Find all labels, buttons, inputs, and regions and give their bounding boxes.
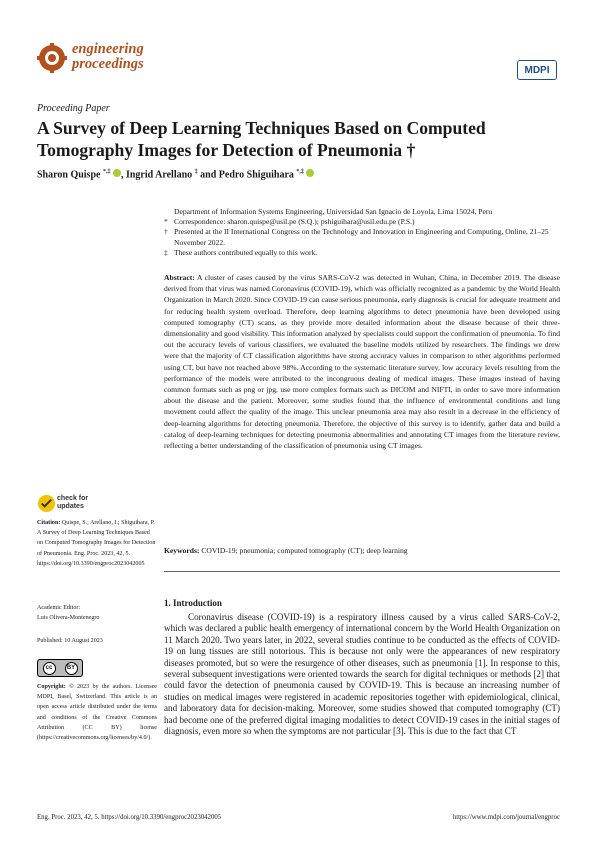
- intro-paragraph: Coronavirus disease (COVID-19) is a respiratory illness caused by a virus called SARS-CoV-2, which was declared a public health emergency of international concern by the World Health Organization on 11 March 2020. Two years later, in 2022, several studies continue to be conducted as the effects of COVID-19 on lung tissues are still notorious. This is because not only were the appearances of new respiratory diseases promoted, but so were the resurgence of other diseases, such as pneumonia [1]. In response to this, several subsequent investigations were oriented towards the search for digital techniques or methods [2] that could favor the detection of pneumonia caused by COVID-19. This is because an increasing number of studies on medical images were registered in academic repositories together with epidemiological, clinical, and laboratory data for decision-making. Moreover, some studies showed that computed tomography (CT) had become one of the preferred digital imaging modalities to detect COVID-19 cases in the initial stages of diagnosis, even more so when the symptoms are not particular [3]. This is due to the fact that CT: [164, 612, 560, 737]
- paper-title: A Survey of Deep Learning Techniques Based on Computed Tomography Images for Detection of Pneumonia †: [37, 118, 486, 160]
- editor-block: [37, 603, 157, 623]
- author-marks: ‡: [194, 169, 198, 175]
- affiliation-item: [164, 248, 564, 258]
- affiliation-text: Department of Information Systems Engineering, Universidad San Ignacio de Loyola, Lima 15024, Peru: [174, 207, 493, 216]
- citation-text: Quispe, S.; Arellano, I.; Shiguihara, P. A Survey of Deep Learning Techniques Based on Computed Tomography Images for Detection of Pneumonia. Eng. Proc. 2023, 42, 5. https://doi.org/10.3390/engproc2023042005: [37, 520, 156, 567]
- author-list: [37, 169, 314, 180]
- author-separator: ,: [120, 169, 124, 181]
- mdpi-logo: [517, 60, 557, 80]
- check-for-updates-button[interactable]: [57, 495, 88, 511]
- abstract-label: Abstract:: [164, 273, 195, 282]
- keywords-text: COVID-19; pneumonia; computed tomography (CT); deep learning: [201, 546, 408, 555]
- affiliation-mark: *: [164, 217, 168, 227]
- journal-name-line1: engineering: [72, 41, 144, 57]
- author-marks: *,‡: [296, 169, 304, 175]
- author-separator: and: [200, 169, 217, 181]
- editor-name: Luis Olivera-Montenegro: [37, 615, 100, 622]
- affiliation-item: [164, 217, 564, 227]
- check-updates-line1: check for: [57, 495, 89, 502]
- cc-icon: cc: [43, 662, 56, 675]
- affiliation-item: [164, 227, 564, 247]
- section-heading: 1. Introduction: [164, 598, 222, 608]
- check-for-updates-icon[interactable]: [37, 494, 56, 513]
- orcid-icon[interactable]: [306, 169, 314, 177]
- published-date: Published: 10 August 2023: [37, 638, 103, 644]
- copyright-label: Copyright:: [37, 684, 66, 690]
- footer-citation: Eng. Proc. 2023, 42, 5. https://doi.org/10.3390/engproc2023042005: [37, 814, 222, 821]
- affiliation-text: These authors contributed equally to this work.: [174, 247, 318, 257]
- journal-name: [72, 42, 144, 72]
- keywords-label: Keywords:: [164, 546, 200, 555]
- journal-name-line2: proceedings: [72, 56, 144, 72]
- copyright-block: [37, 682, 157, 743]
- author-marks: *,‡: [102, 169, 111, 175]
- paper-type: Proceeding Paper: [37, 103, 110, 114]
- affiliation-text: Presented at the II International Congress on the Technology and Innovation in Engineering and Computing, Online, 21–25 November 2022.: [174, 227, 549, 247]
- abstract: [164, 272, 560, 451]
- citation-block: [37, 518, 157, 569]
- footer-journal-link[interactable]: https://www.mdpi.com/journal/engproc: [452, 814, 560, 821]
- journal-logo-icon: [37, 43, 67, 73]
- publisher-name: MDPI: [524, 64, 550, 76]
- author-name: Sharon Quispe: [37, 169, 101, 181]
- affiliation-mark: †: [164, 227, 168, 237]
- abstract-text: A cluster of cases caused by the virus SARS-CoV-2 was detected in Wuhan, China, in December 2019. The disease derived from that virus was named Coronavirus (COVID-19), which was officially recognized as a pandemic by the World Health Organization in March 2020. Since COVID-19 can cause serious pneumonia, early diagnosis is crucial for adequate treatment and for reducing health system overload. Therefore, deep learning algorithms to detect pneumonia have been developed using computed tomography (CT) scans, as they provide more detailed information about the disease because of their three-dimensionality and good visibility. This information analyzed by specialists could support the confirmation of pneumonia. To find out the accuracy levels of various classifiers, we evaluated the baseline models utilized by researchers. The findings we drew were that the majority of CT classification algorithms have strong accuracy values in comparison to other algorithms performed using CT, but have not reached above 98%. According to the systematic literature survey, low accuracy levels resulting from the performance of the models were attributed to the incongruous dealing of medical images. These images instead of having common formats such as png or jpg, use more complex formats such as DICOM and NIFTI, in order to save more information about the disease and the patient. Moreover, some studies found that the influence of environmental conditions and lung movement could affect the quality of the image. This unclear pneumonia area may also result in a decrease in the efficiency of deep-learning algorithms for detecting pneumonia. Therefore, the objective of this survey is to identify, gather data and build a catalog of deep-learning techniques for detecting pneumonia abnormalities and annotating CT images from the literature review, reflecting a better understanding of the classification of pneumonia using CT images.: [164, 273, 560, 451]
- citation-label: Citation:: [37, 520, 61, 526]
- section-divider: [164, 571, 560, 572]
- affiliation-text: Correspondence: sharon.quispe@usil.pe (S.Q.); pshiguihara@usil.edu.pe (P.S.): [174, 217, 415, 227]
- orcid-icon[interactable]: [113, 169, 121, 177]
- check-updates-line2: updates: [57, 503, 84, 510]
- editor-label: Academic Editor:: [37, 605, 81, 611]
- copyright-text: © 2023 by the authors. Licensee MDPI, Basel, Switzerland. This article is an open access article distributed under the terms and conditions of the Creative Commons Attribution (CC BY) license (https://creativecommons.org/licenses/by/4.0/).: [37, 684, 157, 742]
- by-icon: BY: [65, 662, 78, 675]
- affiliation-mark: ‡: [164, 247, 168, 257]
- keywords: [164, 546, 560, 555]
- cc-license-badge[interactable]: [37, 659, 83, 677]
- affiliations: [164, 207, 564, 258]
- affiliation-item: [164, 207, 564, 217]
- author-name: Ingrid Arellano: [125, 169, 193, 181]
- author-name: Pedro Shiguihara: [218, 169, 294, 181]
